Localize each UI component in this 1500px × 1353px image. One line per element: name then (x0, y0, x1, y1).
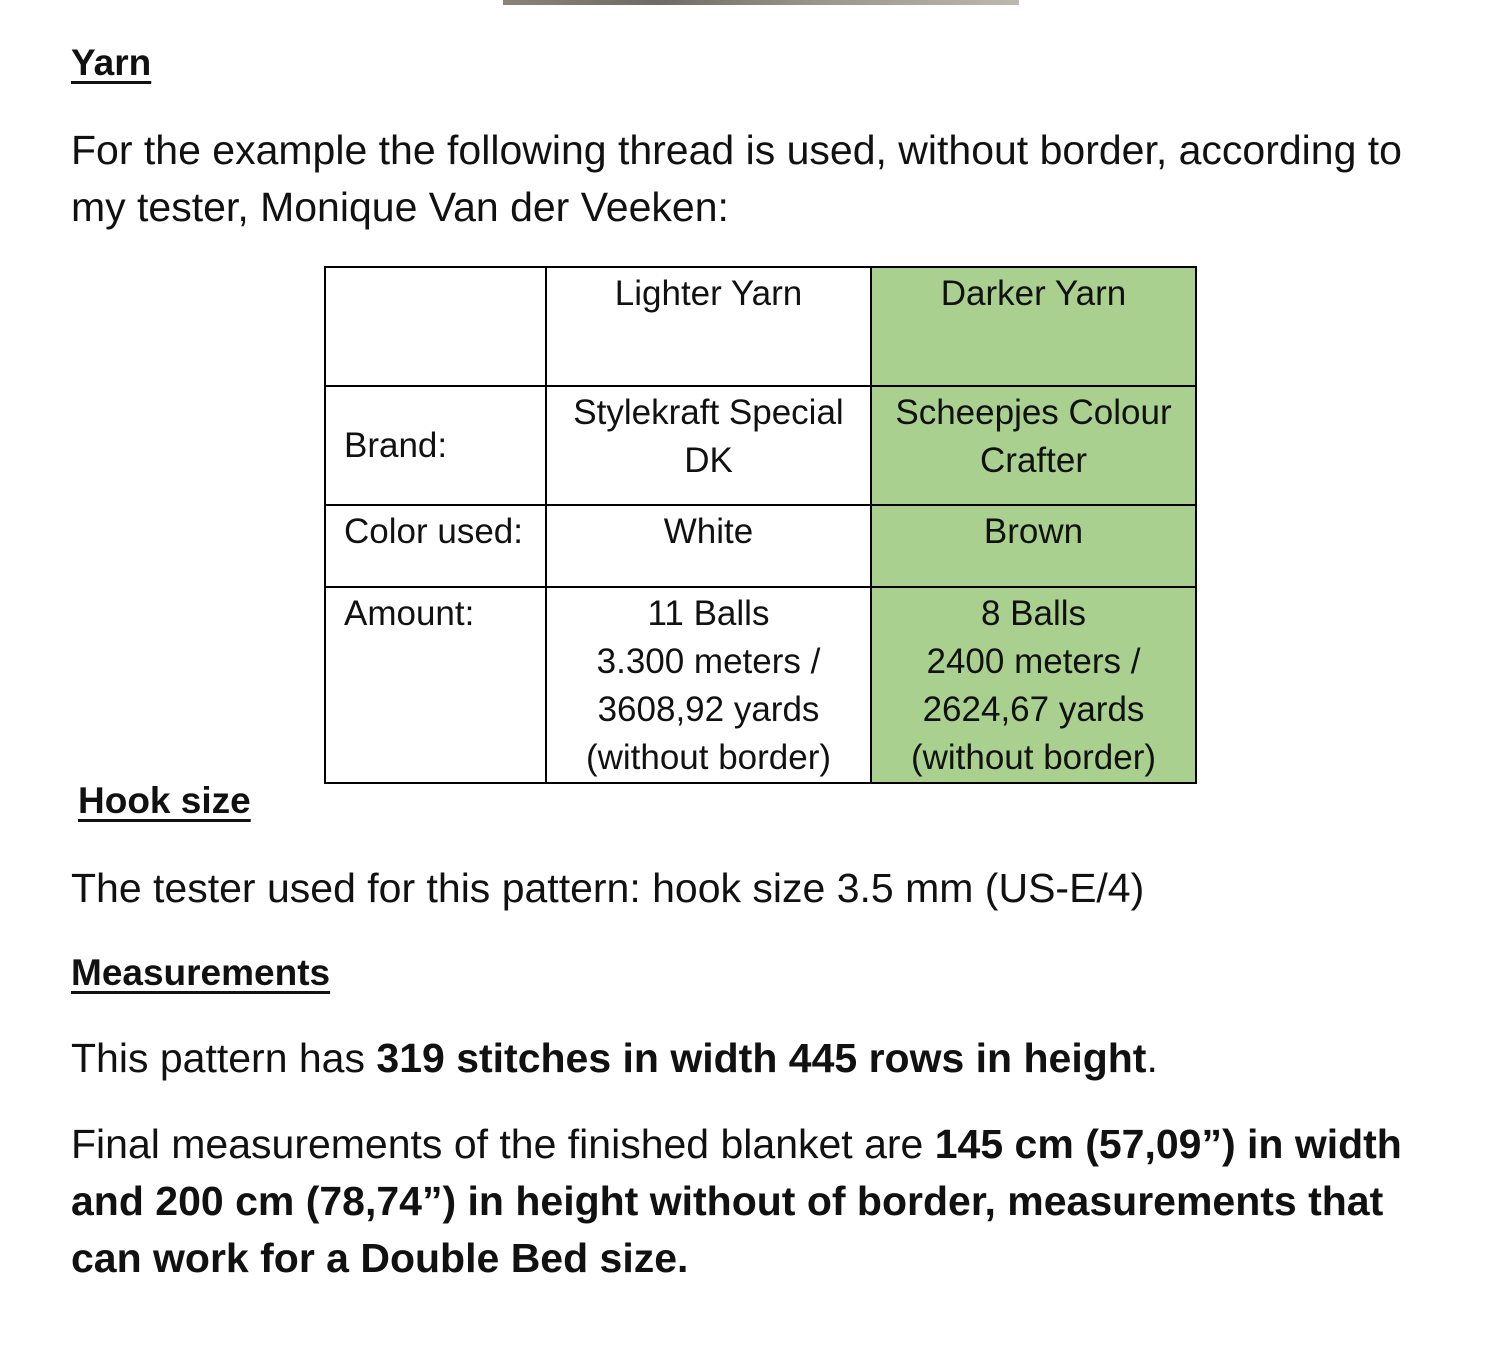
darker-color-cell: Brown (871, 505, 1196, 587)
hook-size-heading: Hook size (78, 780, 251, 821)
final-measurements-text (71, 1116, 1461, 1287)
lighter-brand-line-2: DK (684, 441, 733, 480)
lighter-brand-cell (546, 386, 871, 505)
stitch-count-intro: This pattern has (71, 1035, 377, 1081)
table-header-empty-cell (325, 267, 546, 386)
brand-label: Brand: (325, 386, 546, 505)
yarn-table (324, 266, 1197, 784)
lighter-yarn-header: Lighter Yarn (546, 267, 871, 386)
lighter-brand-line-1: Stylekraft Special (573, 393, 844, 432)
darker-amount-cell (871, 587, 1196, 783)
darker-amount-meters: 2400 meters / (926, 642, 1141, 681)
final-measurements-intro: Final measurements of the finished blanket are (71, 1121, 935, 1167)
top-photo-edge (503, 0, 1019, 5)
lighter-amount-meters: 3.300 meters / (596, 642, 821, 681)
table-row (325, 386, 1196, 505)
lighter-amount-cell (546, 587, 871, 783)
darker-amount-note: (without border) (910, 738, 1157, 777)
measurements-heading: Measurements (71, 952, 331, 993)
darker-amount-balls: 8 Balls (980, 594, 1087, 633)
table-header-row (325, 267, 1196, 386)
color-used-label: Color used: (325, 505, 546, 587)
lighter-color-cell: White (546, 505, 871, 587)
darker-yarn-header: Darker Yarn (871, 267, 1196, 386)
stitch-count-period: . (1146, 1035, 1158, 1081)
stitch-count-text (71, 1030, 1461, 1087)
hook-size-text: The tester used for this pattern: hook size 3.5 mm (US-E/4) (71, 865, 1145, 911)
darker-brand-line-2: Crafter (980, 441, 1087, 480)
table-row (325, 587, 1196, 783)
lighter-amount-yards: 3608,92 yards (597, 690, 820, 729)
yarn-heading: Yarn (71, 42, 152, 83)
yarn-intro-text: For the example the following thread is used, without border, according to my tester, Monique Van der Veeken: (71, 127, 1402, 230)
lighter-amount-balls: 11 Balls (647, 594, 770, 633)
amount-label: Amount: (325, 587, 546, 783)
darker-brand-cell (871, 386, 1196, 505)
darker-brand-line-1: Scheepjes Colour (895, 393, 1172, 432)
final-measurements-value: 145 cm (57,09”) in width and 200 cm (78,74”) in height without of border, measurements that can work for a Double Bed size. (71, 1121, 1402, 1281)
stitch-count-value: 319 stitches in width 445 rows in height (376, 1035, 1147, 1081)
lighter-amount-note: (without border) (585, 738, 832, 777)
table-row (325, 505, 1196, 587)
darker-amount-yards: 2624,67 yards (922, 690, 1145, 729)
